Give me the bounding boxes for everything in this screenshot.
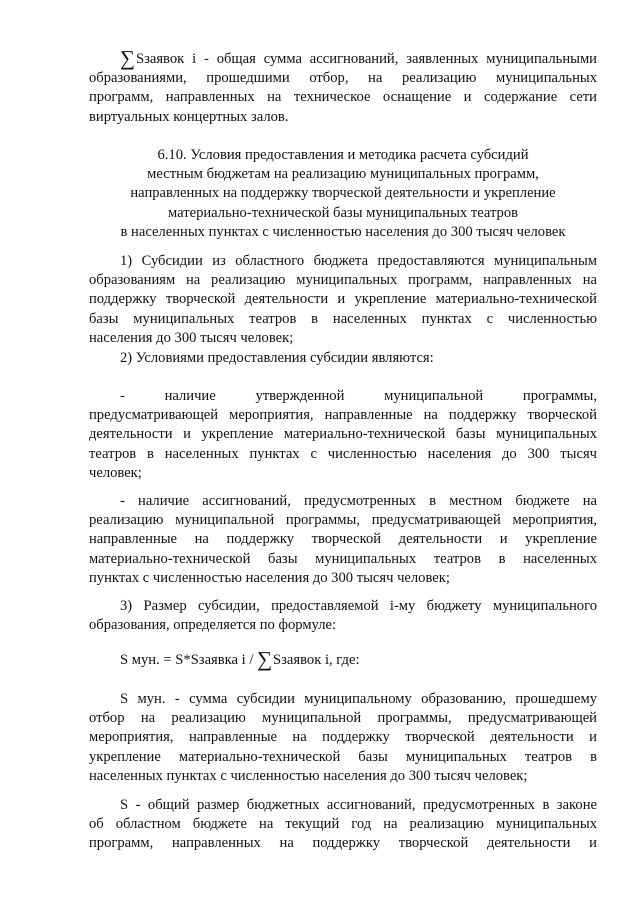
text-line: материально-технической базы муниципальных театров в населенных — [89, 550, 597, 567]
text-line: базы муниципальных театров в населенных пунктах с численностью — [89, 310, 597, 327]
paragraph-condition-program — [89, 387, 597, 483]
text-line: предусматривающей мероприятия, направленные на поддержку творческой — [89, 407, 597, 424]
heading-line: направленных на поддержку творческой деятельности и укрепление — [130, 185, 556, 202]
text-line: населения до 300 тысяч человек; — [89, 329, 294, 346]
text-line: укрепление материально-технической базы муниципальных театров в — [89, 748, 597, 765]
text-line: пунктах с численностью населения до 300 тысяч человек; — [89, 569, 450, 586]
paragraph-s-definition — [89, 796, 597, 854]
text-line: программ, направленных на техническое оснащение и содержание сети — [89, 89, 597, 106]
text-line: мероприятия, направленные на поддержку творческой деятельности и — [89, 729, 597, 746]
paragraph-s-mun-definition — [89, 690, 597, 786]
sum-definition-paragraph — [89, 46, 597, 127]
sum-symbol: ∑ — [120, 46, 135, 70]
text-line: - наличие ассигнований, предусмотренных в местном бюджете на — [120, 493, 597, 509]
text-line: S - общий размер бюджетных ассигнований, предусмотренных в законе — [120, 797, 597, 813]
text-line: S мун. - сумма субсидии муниципальному образованию, прошедшему — [120, 691, 597, 707]
text-line: направленные на поддержку творческой деятельности и укрепление — [89, 531, 597, 548]
text-line: отбор на реализацию муниципальной программы, предусматривающей — [89, 710, 597, 727]
text-line: образования, определяется по формуле: — [89, 617, 337, 634]
text-line: 2) Условиями предоставления субсидии являются: — [120, 350, 434, 366]
text-line: поддержку творческой деятельности и укрепление материально-технической — [89, 291, 597, 308]
text-line: деятельности и укрепление материально-технической базы муниципальных — [89, 426, 597, 443]
text-line: населенных пунктах с численностью населения до 300 тысяч человек; — [89, 767, 528, 784]
subsidy-formula — [120, 647, 360, 671]
heading-line: материально-технической базы муниципальных театров — [167, 204, 519, 221]
text-line: виртуальных концертных залов. — [89, 108, 289, 125]
text-line: программ, направленных на поддержку творческой деятельности и — [89, 835, 597, 852]
paragraph-subsidies — [89, 252, 597, 348]
paragraph-conditions — [89, 349, 597, 368]
text-line: образованиям на реализацию муниципальных программ, направленных на — [89, 272, 597, 289]
text-span: Sзаявок i - общая сумма ассигнований, заявленных муниципальными — [135, 51, 597, 67]
text-line: человек; — [89, 464, 142, 481]
sum-symbol: ∑ — [257, 647, 273, 671]
text-line: реализацию муниципальной программы, предусматривающей мероприятия, — [89, 512, 597, 529]
section-heading — [89, 146, 597, 242]
formula-left: S мун. = S*Sзаявка i / — [120, 652, 258, 668]
text-line: об областном бюджете на текущий год на реализацию муниципальных — [89, 816, 597, 833]
heading-line: в населенных пунктах с численностью населения до 300 тысяч человек — [120, 223, 566, 240]
text-line: - наличие утвержденной муниципальной программы, — [120, 388, 597, 404]
text-line: 3) Размер субсидии, предоставляемой i-му бюджету муниципального — [120, 598, 597, 614]
text-line — [89, 46, 597, 70]
formula-right: Sзаявок i, где: — [273, 652, 360, 668]
text-line: театров в населенных пунктах с численностью населения до 300 тысяч — [89, 445, 597, 462]
heading-line: 6.10. Условия предоставления и методика расчета субсидий — [157, 147, 529, 163]
heading-line: местным бюджетам на реализацию муниципальных программ, — [147, 166, 539, 183]
text-line: образованиями, прошедшими отбор, на реализацию муниципальных — [89, 70, 597, 87]
text-line: 1) Субсидии из областного бюджета предоставляются муниципальным — [120, 253, 597, 269]
paragraph-condition-budget — [89, 492, 597, 588]
paragraph-subsidy-size — [89, 597, 597, 635]
